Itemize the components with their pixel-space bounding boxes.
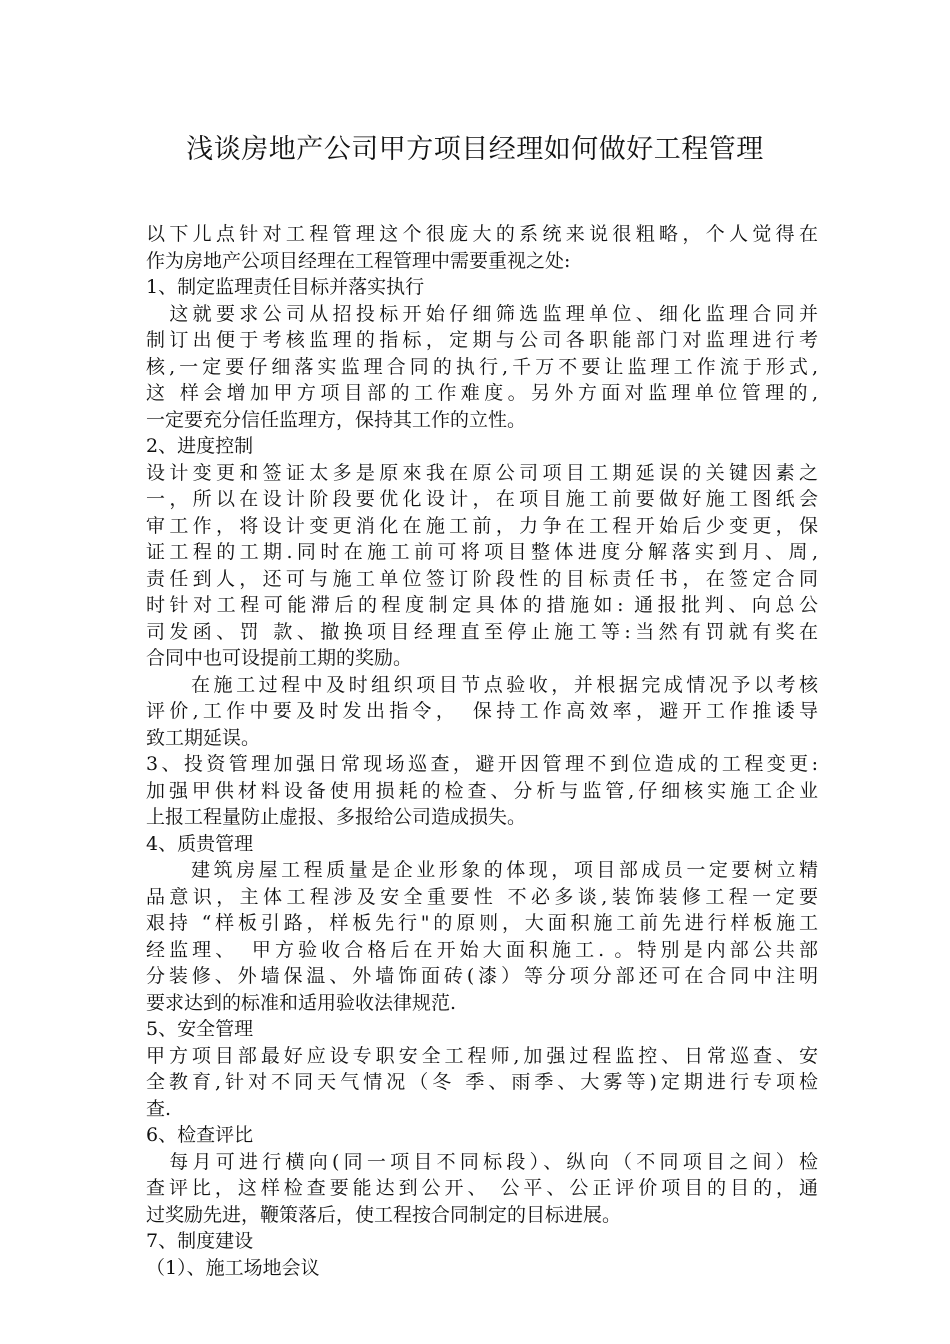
body-text-line: 全教育,针对不同天气情况（冬 季、雨季、大雾等)定期进行专项检 bbox=[146, 1071, 818, 1093]
body-text-line: 证工程的工期.同时在施工前可将项目整体进度分解落实到月、周, bbox=[146, 541, 818, 563]
body-text-line: 3、投资管理加强日常现场巡查，避开因管理不到位造成的工程变更: bbox=[146, 753, 818, 775]
body-text-line: 审工作，将设计变更消化在施工前，力争在工程开始后少变更，保 bbox=[146, 514, 818, 537]
document-title: 浅谈房地产公司甲方项目经理如何做好工程管理 bbox=[186, 134, 764, 165]
body-text-line: 分装修、外墙保温、外墙饰面砖(漆）等分项分部还可在合同中注明 bbox=[146, 965, 818, 987]
section-heading-line: 2、进度控制 bbox=[146, 435, 254, 457]
body-text-line: 致工期延误。 bbox=[146, 726, 261, 749]
body-text-line: 上报工程量防止虚报、多报给公司造成损失。 bbox=[146, 806, 527, 828]
section-heading-line: 1、制定监理责任目标并落实执行 bbox=[146, 276, 425, 298]
body-text-line: 品意识，主体工程涉及安全重要性 不必多谈,装饰装修工程一定要 bbox=[146, 885, 818, 908]
body-text-line: 这 样会增加甲方项目部的工作难度。另外方面对监理单位管理的, bbox=[146, 382, 818, 404]
section-heading-line: 6、检查评比 bbox=[146, 1124, 254, 1146]
body-text-line: 要求达到的标准和适用验收法律规范. bbox=[146, 991, 457, 1014]
body-text-line: 每月可进行横向(同一项目不同标段）、纵向（不同项目之间）检 bbox=[146, 1150, 818, 1173]
body-text-line: 作为房地产公项目经理在工程管理中需要重视之处: bbox=[146, 249, 571, 272]
body-text-line: 在施工过程中及时组织项目节点验收，并根据完成情况予以考核 bbox=[146, 673, 818, 696]
body-text-line: 时针对工程可能滞后的程度制定具体的措施如: 通报批判、向总公 bbox=[146, 594, 818, 616]
section-heading-line: 4、质贵管理 bbox=[146, 832, 254, 855]
body-text-line: 甲方项目部最好应设专职安全工程师,加强过程监控、日常巡查、安 bbox=[146, 1044, 818, 1067]
body-text-line: 一定要充分信任监理方，保持其工作的立性。 bbox=[146, 408, 527, 431]
body-text-line: 这就要求公司从招投标开始仔细筛选监理单位、细化监理合同并 bbox=[146, 302, 818, 325]
body-text-line: 以下儿点针对工程管理这个很庞大的系统来说很粗略，个人觉得在 bbox=[146, 223, 818, 245]
body-text-line: 一，所以在设计阶段要优化设计，在项目施工前要做好施工图纸会 bbox=[146, 488, 818, 510]
body-text-line: 查. bbox=[146, 1097, 172, 1120]
body-text-line: 过奖励先进，鞭策落后，使工程按合同制定的目标进展。 bbox=[146, 1203, 622, 1226]
section-heading-line: 5、安全管理 bbox=[146, 1018, 254, 1040]
body-text-line: 艰持 “样板引路，样板先行"的原则，大面积施工前先进行样板施工 bbox=[146, 912, 818, 934]
body-text-line: 合同中也可设提前工期的奖励。 bbox=[146, 647, 413, 669]
body-text-line: 设计变更和签证太多是原來我在原公司项目工期延误的关键因素之 bbox=[146, 461, 818, 484]
body-text-line: 核,一定要仔细落实监理合同的执行,千万不要让监理工作流于形式, bbox=[146, 355, 818, 378]
body-text-line: 评价,工作中要及时发出指令， 保持工作高效率，避开工作推诿导 bbox=[146, 700, 818, 722]
body-text-line: 经监理、 甲方验收合格后在开始大面积施工. 。特別是内部公共部 bbox=[146, 938, 818, 961]
section-heading-line: 7、制度建设 bbox=[146, 1230, 254, 1252]
body-text-line: 司发函、罚 款、撤换项目经理直至停止施工等:当然有罚就有奖在 bbox=[146, 620, 818, 643]
body-text-line: 制订出便于考核监理的指标，定期与公司各职能部门对监理进行考 bbox=[146, 329, 818, 351]
section-heading-line: （1）、施工场地会议 bbox=[146, 1256, 320, 1279]
body-text-line: 建筑房屋工程质量是企业形象的体现，项目部成员一定要树立精 bbox=[146, 859, 818, 881]
body-text-line: 查评比，这样检查要能达到公开、 公平、公正评价项目的目的，通 bbox=[146, 1177, 818, 1199]
body-text-line: 责任到人，还可与施工单位签订阶段性的目标责任书，在签定合同 bbox=[146, 567, 818, 590]
document-body bbox=[146, 221, 818, 1281]
body-text-line: 加强甲供材料设备使用损耗的检查、分析与监管,仔细核实施工企业 bbox=[146, 779, 818, 802]
